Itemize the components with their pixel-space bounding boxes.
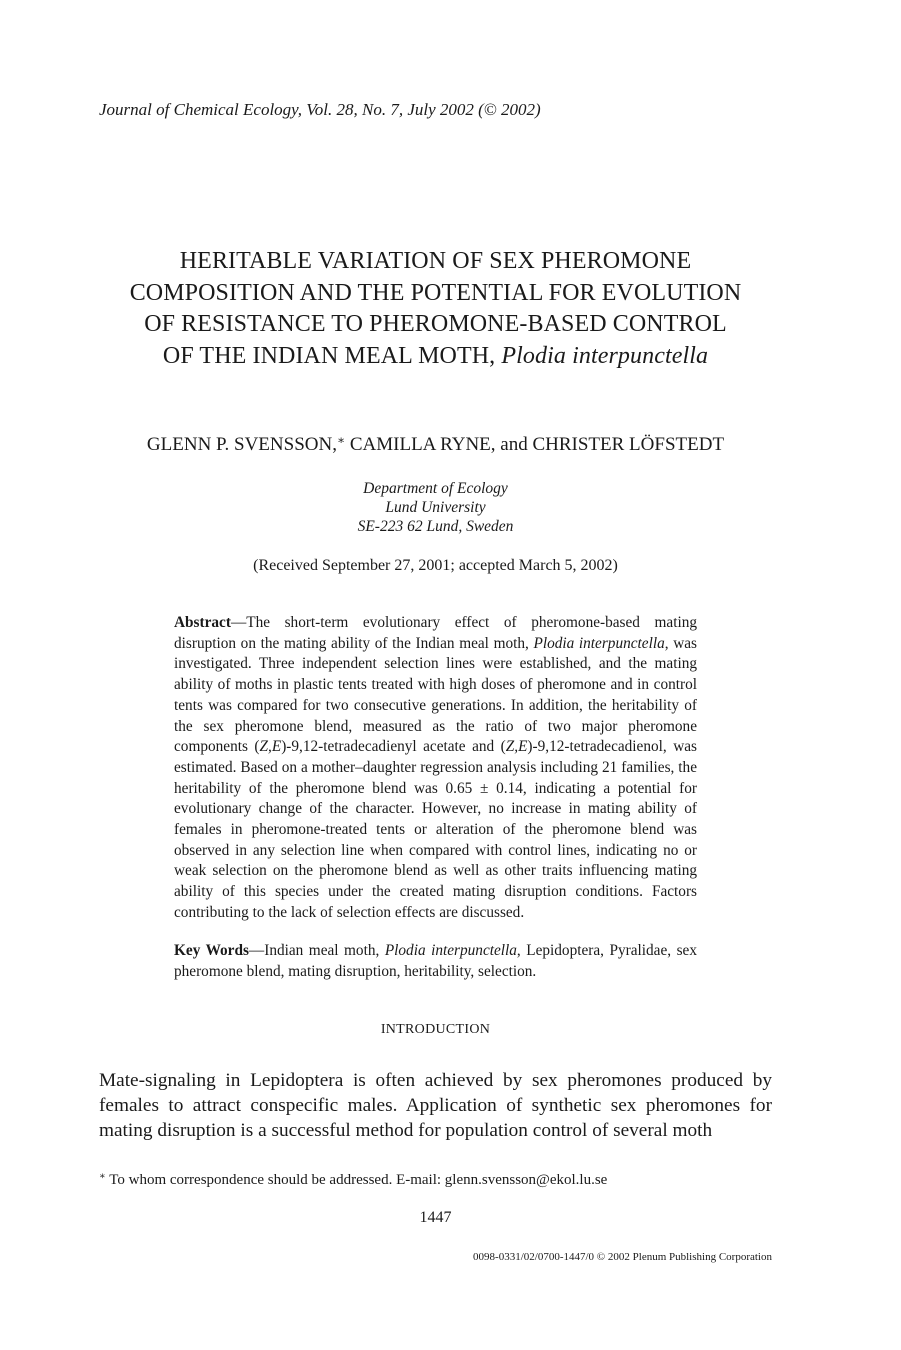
abstract-text — [174, 613, 697, 924]
abstract-part-2: , was investigated. Three independent selection lines were established, and the mating ability of moths in plastic tents treated with high doses of pheromone and in control tents was compared for two consecutive generations. In addition, the heritability of the sex pheromone blend, measured as the ratio of two major pheromone components ( — [174, 634, 697, 756]
abstract-part-4: )-9,12-tetradecadienol, was estimated. Based on a mother–daughter regression analysis including 21 families, the heritability of the pheromone blend was 0.65 ± 0.14, indicating a potential for evolutionary change of the character. However, no increase in mating ability of females in pheromone-treated tents or alteration of the pheromone blend was observed in any selection line when compared with control lines, indicating no or weak selection on the pheromone blend as well as other traits influencing mating ability of this species under the created mating disruption conditions. Factors contributing to the lack of selection effects are discussed. — [174, 738, 697, 921]
footnote-text: To whom correspondence should be addressed. E-mail: glenn.svensson@ekol.lu.se — [105, 1172, 608, 1188]
section-heading-introduction: INTRODUCTION — [380, 1022, 491, 1037]
title-line-3: OF RESISTANCE TO PHEROMONE-BASED CONTROL — [144, 311, 727, 337]
keywords-part-1: —Indian meal moth, — [248, 942, 385, 959]
keywords-species: Plodia interpunctella — [384, 942, 517, 959]
abstract-ze-2: Z,E — [505, 738, 528, 756]
abstract-part-3: )-9,12-tetradecadienyl acetate and ( — [281, 738, 506, 756]
abstract-species: Plodia interpunctella — [533, 634, 665, 652]
abstract-part-1: —The short-term evolutionary effect of pheromone-based mating disruption on the mating ability of the Indian meal moth, — [174, 614, 697, 652]
author-list — [100, 433, 771, 456]
other-authors: CAMILLA RYNE, and CHRISTER LÖFSTEDT — [345, 434, 725, 455]
footnote-mark: ∗ — [99, 1171, 106, 1182]
abstract — [174, 613, 697, 924]
affiliation-address: SE-223 62 Lund, Sweden — [357, 518, 514, 535]
keywords-label: Key Words — [174, 942, 249, 959]
introduction-paragraph: Mate-signaling in Lepidoptera is often achieved by sex pheromones produced by females to attract conspecific males. Application of synthetic sex pheromones for mating disruption is a successful method for population control of several moth — [99, 1070, 772, 1141]
title-species: Plodia interpunctella — [501, 342, 709, 369]
author-1-footnote-mark: ∗ — [336, 433, 346, 447]
title-line-2: COMPOSITION AND THE POTENTIAL FOR EVOLUTION — [129, 279, 742, 306]
keywords — [174, 941, 697, 982]
paper-title — [100, 246, 771, 372]
journal-header: Journal of Chemical Ecology, Vol. 28, No. 7, July 2002 (© 2002) — [99, 100, 541, 119]
page-number: 1447 — [419, 1209, 452, 1226]
title-line-1: HERITABLE VARIATION OF SEX PHEROMONE — [179, 248, 692, 274]
affiliation-department: Department of Ecology — [363, 480, 508, 497]
abstract-ze-1: Z,E — [259, 738, 282, 756]
copyright-line: 0098-0331/02/0700-1447/0 © 2002 Plenum Publishing Corporation — [473, 1251, 772, 1263]
keywords-part-2: , Lepidoptera, Pyralidae, sex pheromone blend, mating disruption, heritability, selection. — [174, 942, 697, 980]
affiliation — [100, 479, 771, 536]
abstract-label: Abstract — [174, 614, 231, 631]
author-1: GLENN P. SVENSSON, — [146, 434, 337, 455]
received-dates: (Received September 27, 2001; accepted March 5, 2002) — [253, 557, 618, 574]
affiliation-university: Lund University — [385, 499, 486, 516]
title-line-4 — [100, 341, 771, 373]
title-line-4-prefix: OF THE INDIAN MEAL MOTH, — [162, 342, 502, 369]
correspondence-footnote — [99, 1171, 607, 1189]
